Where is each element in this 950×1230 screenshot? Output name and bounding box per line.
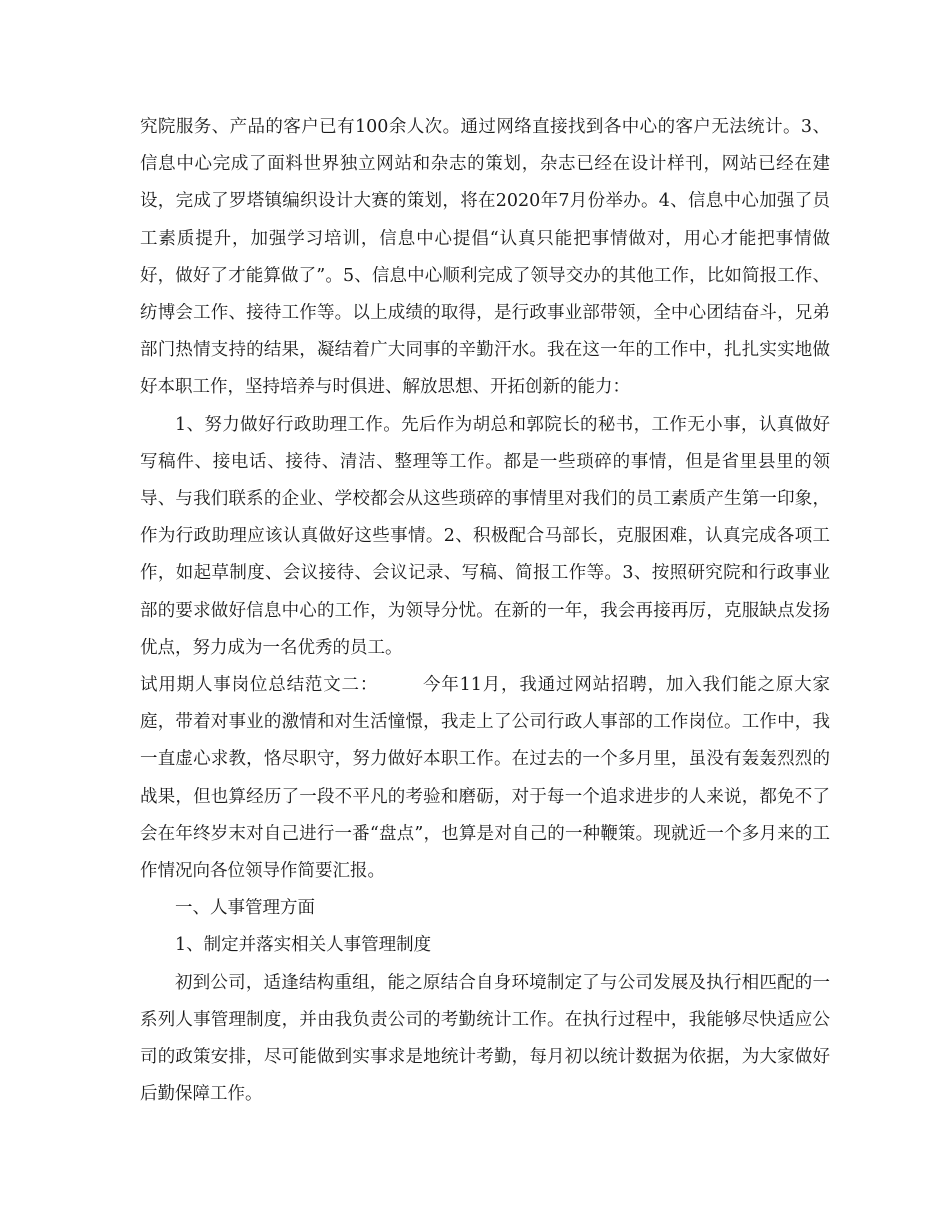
paragraph-6: 初到公司，适逢结构重组，能之原结合自身环境制定了与公司发展及执行相匹配的一系列人事管理制度，并由我负责公司的考勤统计工作。在执行过程中，我能够尽快适应公司的政策安排，尽可能做到实事求是地统计考勤，每月初以统计数据为依据，为大家做好后勤保障工作。 <box>140 972 830 1105</box>
subheading-policy: 1、制定并落实相关人事管理制度 <box>175 935 432 956</box>
paragraph-3 <box>140 667 830 890</box>
document-body <box>140 109 830 1113</box>
section-heading: 试用期人事岗位总结范文二： <box>140 675 379 696</box>
subheading-personnel-management: 一、人事管理方面 <box>175 898 315 919</box>
paragraph-2: 1、努力做好行政助理工作。先后作为胡总和郭院长的秘书，工作无小事，认真做好写稿件、接电话、接待、清洁、整理等工作。都是一些琐碎的事情，但是省里县里的领导、与我们联系的企业、学校都会从这些琐碎的事情里对我们的员工素质产生第一印象，作为行政助理应该认真做好这些事情。2、积极配合马部长，克服困难，认真完成各项工作，如起草制度、会议接待、会议记录、写稿、简报工作等。3、按照研究院和行政事业部的要求做好信息中心的工作，为领导分忧。在新的一年，我会再接再厉，克服缺点发扬优点，努力成为一名优秀的员工。 <box>140 414 830 658</box>
paragraph-3-text: 今年11月，我通过网站招聘，加入我们能之原大家庭，带着对事业的激情和对生活憧憬，我走上了公司行政人事部的工作岗位。工作中，我一直虚心求教，恪尽职守，努力做好本职工作。在过去的一个多月里，虽没有轰轰烈烈的战果，但也算经历了一段不平凡的考验和磨砺，对于每一个追求进步的人来说，都免不了会在年终岁末对自己进行一番“盘点”，也算是对自己的一种鞭策。现就近一个多月来的工作情况向各位领导作简要汇报。 <box>140 675 830 882</box>
paragraph-1: 究院服务、产品的客户已有100余人次。通过网络直接找到各中心的客户无法统计。3、信息中心完成了面料世界独立网站和杂志的策划，杂志已经在设计样刊，网站已经在建设，完成了罗塔镇编织设计大赛的策划，将在2020年7月份举办。4、信息中心加强了员工素质提升，加强学习培训，信息中心提倡“认真只能把事情做对，用心才能把事情做好，做好了才能算做了”。5、信息中心顺利完成了领导交办的其他工作，比如简报工作、纺博会工作、接待工作等。以上成绩的取得，是行政事业部带领，全中心团结奋斗，兄弟部门热情支持的结果，凝结着广大同事的辛勤汗水。我在这一年的工作中，扎扎实实地做好本职工作，坚持培养与时俱进、解放思想、开拓创新的能力： <box>140 117 830 398</box>
